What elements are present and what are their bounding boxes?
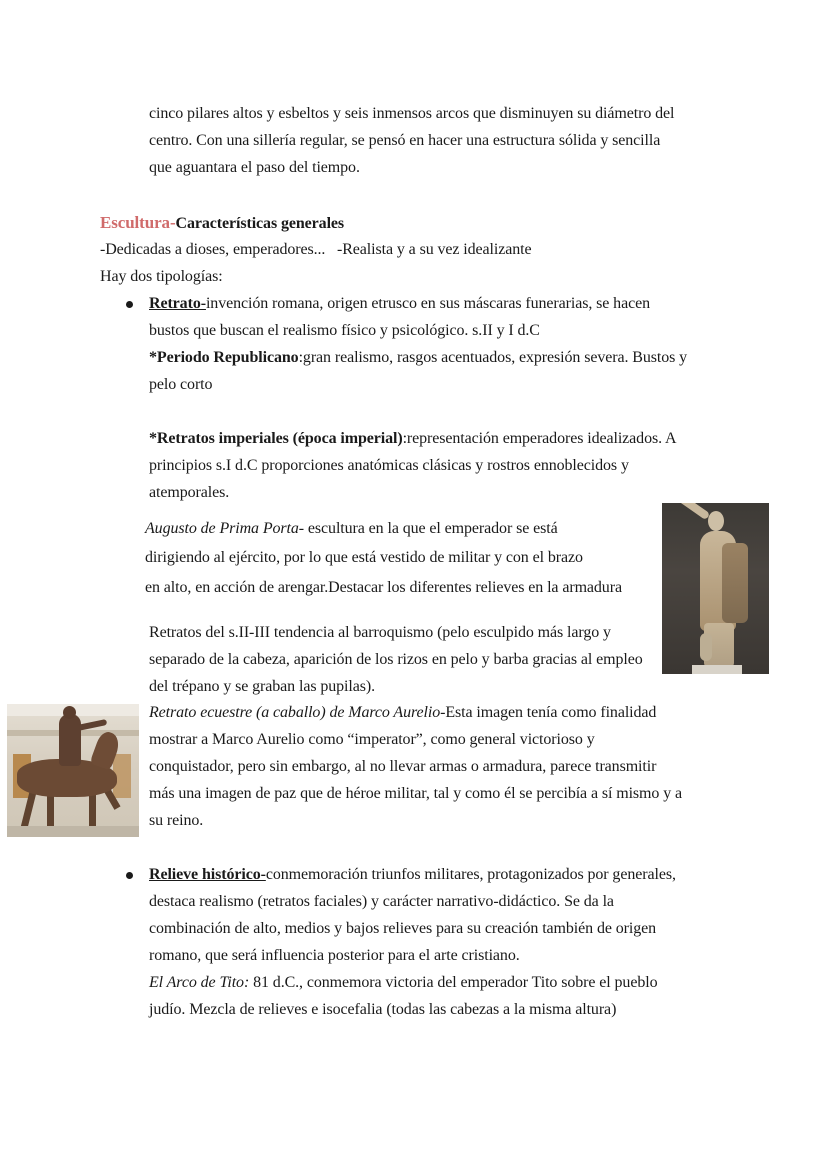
heading-rest: Características generales	[175, 215, 345, 232]
relieve-line-3: combinación de alto, medios y bajos relieves para su creación también de origen	[149, 920, 657, 937]
augusto-title: Augusto de Prima Porta-	[145, 520, 305, 537]
augusto-line-1	[145, 515, 558, 542]
marco-title: Retrato ecuestre (a caballo) de Marco Aurelio-	[149, 704, 446, 721]
imperiales-text: :representación emperadores idealizados. A	[402, 430, 677, 447]
retrato-line-1	[149, 290, 650, 317]
augusto-line-3: en alto, en acción de arengar.Destacar los diferentes relieves en la armadura	[145, 579, 622, 596]
bullet-icon	[126, 301, 133, 308]
augusto-prima-porta-image	[662, 503, 769, 674]
retrato-line-2: bustos que buscan el realismo físico y psicológico. s.II y I d.C	[149, 322, 540, 339]
section-heading	[100, 209, 344, 237]
relieve-line-1	[149, 861, 676, 888]
marco-line-3: conquistador, pero sin embargo, al no llevar armas o armadura, parece transmitir	[149, 758, 657, 775]
arco-title: El Arco de Tito:	[149, 974, 250, 991]
intro-line-1: cinco pilares altos y esbeltos y seis inmensos arcos que disminuyen su diámetro del	[149, 105, 675, 122]
intro-line-3: que aguantara el paso del tiempo.	[149, 159, 360, 176]
relieve-line-2: destaca realismo (retratos faciales) y carácter narrativo-didáctico. Se da la	[149, 893, 614, 910]
heading-accent: Escultura-	[100, 213, 176, 232]
marco-line-2: mostrar a Marco Aurelio como “imperator”, como general victorioso y	[149, 731, 595, 748]
siglo-line-1: Retratos del s.II-III tendencia al barroquismo (pelo esculpido más largo y	[149, 624, 611, 641]
republicano-line-2: pelo corto	[149, 376, 213, 393]
imperiales-label: *Retratos imperiales (época imperial)	[149, 430, 403, 447]
retrato-text: invención romana, origen etrusco en sus máscaras funerarias, se hacen	[205, 295, 650, 312]
intro-line-2: centro. Con una sillería regular, se pensó en hacer una estructura sólida y sencilla	[149, 132, 661, 149]
relieve-label: Relieve histórico-	[149, 866, 266, 883]
bullet-icon	[126, 872, 133, 879]
imperiales-line-2: principios s.I d.C proporciones anatómicas clásicas y rostros ennoblecidos y	[149, 457, 629, 474]
arco-line-1	[149, 969, 657, 996]
arco-line-2: judío. Mezcla de relieves e isocefalia (todas las cabezas a la misma altura)	[149, 1001, 617, 1018]
marco-line-5: su reino.	[149, 812, 204, 829]
marco-line-4: más una imagen de paz que de héroe militar, tal y como él se percibía a sí mismo y a	[149, 785, 682, 802]
imperiales-line-3: atemporales.	[149, 484, 230, 501]
imperiales-line-1	[149, 425, 676, 452]
marco-text: Esta imagen tenía como finalidad	[445, 704, 657, 721]
siglo-line-2: separado de la cabeza, aparición de los rizos en pelo y barba gracias al empleo	[149, 651, 643, 668]
feature-line: -Dedicadas a dioses, emperadores... -Realista y a su vez idealizante	[100, 241, 532, 258]
typologies-intro: Hay dos tipologías:	[100, 268, 223, 285]
republicano-line-1	[149, 344, 687, 371]
arco-text: 81 d.C., conmemora victoria del emperador Tito sobre el pueblo	[249, 974, 658, 991]
relieve-text: conmemoración triunfos militares, protagonizados por generales,	[265, 866, 676, 883]
republicano-text: :gran realismo, rasgos acentuados, expresión severa. Bustos y	[298, 349, 688, 366]
augusto-text: escultura en la que el emperador se está	[304, 520, 558, 537]
retrato-label: Retrato-	[149, 295, 206, 312]
marco-aurelio-image	[7, 704, 139, 837]
republicano-label: *Periodo Republicano	[149, 349, 299, 366]
relieve-line-4: romano, que será influencia posterior para el arte cristiano.	[149, 947, 520, 964]
augusto-line-2: dirigiendo al ejército, por lo que está vestido de militar y con el brazo	[145, 549, 583, 566]
siglo-line-3: del trépano y se graban las pupilas).	[149, 678, 376, 695]
marco-line-1	[149, 699, 656, 726]
